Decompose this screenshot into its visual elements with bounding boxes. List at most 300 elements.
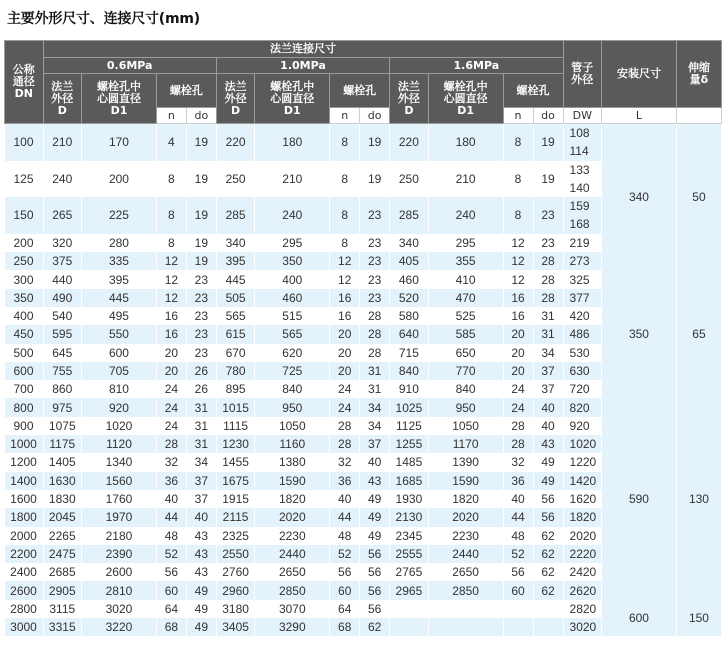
- cell-bolt-do: 23: [186, 307, 216, 325]
- header-do: do: [533, 108, 563, 124]
- cell-outer-d: 3405: [216, 618, 255, 636]
- header-n: n: [330, 108, 360, 124]
- cell-bolt-do: 37: [533, 362, 563, 380]
- cell-bolt-circle: 2390: [82, 545, 157, 563]
- cell-bolt-n: 8: [330, 124, 360, 161]
- cell-bolt-circle: 1050: [255, 417, 330, 435]
- cell-bolt-circle: 460: [255, 289, 330, 307]
- cell-outer-d: 285: [390, 197, 429, 234]
- cell-outer-d: 1915: [216, 490, 255, 508]
- cell-outer-d: 715: [390, 344, 429, 362]
- pipe-od-value: 3020: [569, 620, 597, 635]
- cell-bolt-n: 32: [330, 453, 360, 471]
- cell-bolt-circle: 1560: [82, 472, 157, 490]
- cell-dn: 2800: [5, 600, 44, 618]
- header-outer-d: 法兰外径D: [216, 74, 255, 124]
- cell-bolt-n: 16: [330, 289, 360, 307]
- cell-dn: 400: [5, 307, 44, 325]
- pipe-od-value: 2820: [569, 601, 597, 616]
- cell-dn: 200: [5, 234, 44, 252]
- pipe-od-value: 219: [569, 235, 590, 250]
- cell-bolt-n: 52: [330, 545, 360, 563]
- cell-pipe-od: [563, 344, 602, 362]
- cell-bolt-n: 48: [503, 527, 533, 545]
- pipe-od-value: 2220: [569, 546, 597, 561]
- cell-bolt-circle: 950: [255, 398, 330, 416]
- cell-bolt-n: 68: [156, 618, 186, 636]
- cell-bolt-circle: 3290: [255, 618, 330, 636]
- cell-bolt-circle: 3070: [255, 600, 330, 618]
- cell-dn: 700: [5, 380, 44, 398]
- cell-pipe-od: [563, 563, 602, 581]
- cell-outer-d: 1115: [216, 417, 255, 435]
- cell-bolt-n: 20: [330, 362, 360, 380]
- cell-bolt-do: 34: [360, 417, 390, 435]
- header-delta-empty: [676, 108, 721, 124]
- cell-pipe-od: [563, 289, 602, 307]
- cell-bolt-do: 62: [533, 581, 563, 599]
- cell-bolt-circle: 550: [82, 325, 157, 343]
- cell-outer-d: 240: [43, 161, 82, 198]
- cell-outer-d: 405: [390, 252, 429, 270]
- cell-dn: 2400: [5, 563, 44, 581]
- cell-bolt-do: 23: [533, 197, 563, 234]
- cell-bolt-do: 19: [186, 161, 216, 198]
- cell-outer-d: 2265: [43, 527, 82, 545]
- pipe-od-value: 530: [569, 345, 590, 360]
- cell-dn: 2200: [5, 545, 44, 563]
- cell-bolt-circle: 470: [428, 289, 503, 307]
- cell-outer-d: 975: [43, 398, 82, 416]
- cell-bolt-do: 23: [186, 270, 216, 288]
- cell-outer-d: 1685: [390, 472, 429, 490]
- header-bolt-hole: 螺栓孔: [330, 74, 390, 108]
- cell-outer-d: 755: [43, 362, 82, 380]
- cell-bolt-do: 19: [533, 124, 563, 161]
- cell-outer-d: 220: [390, 124, 429, 161]
- cell-bolt-do: 49: [533, 453, 563, 471]
- cell-bolt-circle: 1820: [428, 490, 503, 508]
- cell-bolt-n: 8: [503, 124, 533, 161]
- cell-outer-d: 1025: [390, 398, 429, 416]
- cell-bolt-circle: 240: [255, 197, 330, 234]
- cell-outer-d: 2760: [216, 563, 255, 581]
- cell-bolt-do: 23: [360, 197, 390, 234]
- cell-bolt-n: 68: [330, 618, 360, 636]
- cell-bolt-n: 24: [330, 380, 360, 398]
- cell-pipe-od: [563, 600, 602, 618]
- cell-bolt-circle: 620: [255, 344, 330, 362]
- cell-outer-d: 1930: [390, 490, 429, 508]
- cell-bolt-n: 8: [156, 161, 186, 198]
- cell-install-l: 590: [602, 398, 677, 599]
- cell-bolt-circle: 355: [428, 252, 503, 270]
- cell-bolt-do: 49: [360, 527, 390, 545]
- table-row: [5, 398, 722, 416]
- cell-bolt-n: 52: [503, 545, 533, 563]
- cell-pipe-od: [563, 453, 602, 471]
- header-install: 安装尺寸: [602, 41, 677, 108]
- cell-outer-d: 2965: [390, 581, 429, 599]
- cell-bolt-n: 16: [503, 307, 533, 325]
- cell-bolt-circle: 1160: [255, 435, 330, 453]
- cell-pipe-od: [563, 435, 602, 453]
- cell-bolt-n: 52: [156, 545, 186, 563]
- cell-bolt-circle: 2650: [428, 563, 503, 581]
- cell-bolt-n: 32: [503, 453, 533, 471]
- cell-outer-d: 1405: [43, 453, 82, 471]
- cell-bolt-do: 37: [533, 380, 563, 398]
- cell-bolt-circle: [428, 618, 503, 636]
- cell-bolt-do: 26: [186, 362, 216, 380]
- cell-dn: 125: [5, 161, 44, 198]
- cell-bolt-do: 49: [186, 618, 216, 636]
- cell-pipe-od: [563, 197, 602, 234]
- cell-install-l: 350: [602, 270, 677, 398]
- cell-outer-d: 1255: [390, 435, 429, 453]
- cell-bolt-n: 12: [156, 289, 186, 307]
- cell-bolt-do: 56: [360, 581, 390, 599]
- cell-outer-d: 340: [390, 234, 429, 252]
- cell-outer-d: 2550: [216, 545, 255, 563]
- cell-pipe-od: [563, 545, 602, 563]
- cell-outer-d: 250: [216, 161, 255, 198]
- cell-bolt-do: 31: [186, 417, 216, 435]
- cell-bolt-do: 56: [533, 490, 563, 508]
- cell-bolt-circle: 400: [255, 270, 330, 288]
- cell-outer-d: 320: [43, 234, 82, 252]
- cell-bolt-n: 12: [156, 270, 186, 288]
- cell-bolt-n: 12: [503, 234, 533, 252]
- cell-outer-d: 1675: [216, 472, 255, 490]
- cell-outer-d: 2115: [216, 508, 255, 526]
- header-bolt-hole: 螺栓孔: [503, 74, 563, 108]
- cell-bolt-do: 19: [360, 161, 390, 198]
- cell-dn: 2600: [5, 581, 44, 599]
- cell-outer-d: 1075: [43, 417, 82, 435]
- cell-bolt-n: 56: [503, 563, 533, 581]
- cell-bolt-circle: 3220: [82, 618, 157, 636]
- header-outer-d: 法兰外径D: [390, 74, 429, 124]
- header-pipe-od: 管子外径: [563, 41, 602, 108]
- cell-bolt-do: 40: [533, 398, 563, 416]
- cell-dn: 1000: [5, 435, 44, 453]
- cell-bolt-do: 49: [186, 600, 216, 618]
- cell-bolt-n: 20: [503, 344, 533, 362]
- cell-bolt-do: 34: [360, 398, 390, 416]
- cell-outer-d: 2765: [390, 563, 429, 581]
- cell-dn: 1800: [5, 508, 44, 526]
- cell-bolt-circle: 585: [428, 325, 503, 343]
- cell-bolt-circle: 1170: [428, 435, 503, 453]
- cell-bolt-n: 36: [503, 472, 533, 490]
- cell-bolt-circle: 1390: [428, 453, 503, 471]
- cell-bolt-circle: 600: [82, 344, 157, 362]
- cell-outer-d: 2475: [43, 545, 82, 563]
- cell-bolt-n: 8: [503, 161, 533, 198]
- cell-bolt-do: 34: [186, 453, 216, 471]
- cell-install-l: 600: [602, 600, 677, 637]
- cell-bolt-do: 23: [360, 252, 390, 270]
- cell-bolt-do: [533, 600, 563, 618]
- cell-bolt-n: [503, 618, 533, 636]
- cell-outer-d: 395: [216, 252, 255, 270]
- cell-outer-d: 285: [216, 197, 255, 234]
- cell-bolt-circle: 840: [428, 380, 503, 398]
- cell-bolt-circle: 445: [82, 289, 157, 307]
- cell-bolt-n: 36: [330, 472, 360, 490]
- cell-bolt-n: 24: [156, 398, 186, 416]
- cell-dn: 1600: [5, 490, 44, 508]
- cell-bolt-n: 12: [330, 252, 360, 270]
- cell-outer-d: 460: [390, 270, 429, 288]
- cell-bolt-circle: 2440: [255, 545, 330, 563]
- cell-outer-d: 340: [216, 234, 255, 252]
- cell-outer-d: 505: [216, 289, 255, 307]
- cell-outer-d: 2045: [43, 508, 82, 526]
- cell-bolt-n: 12: [156, 252, 186, 270]
- cell-bolt-do: 43: [186, 563, 216, 581]
- cell-outer-d: [390, 600, 429, 618]
- cell-bolt-circle: 295: [255, 234, 330, 252]
- cell-bolt-do: [533, 618, 563, 636]
- cell-outer-d: 840: [390, 362, 429, 380]
- cell-bolt-do: 37: [186, 472, 216, 490]
- cell-bolt-circle: 180: [255, 124, 330, 161]
- cell-bolt-do: 49: [360, 508, 390, 526]
- cell-bolt-n: 8: [330, 161, 360, 198]
- cell-bolt-do: 37: [186, 490, 216, 508]
- cell-bolt-circle: 1970: [82, 508, 157, 526]
- cell-outer-d: 3315: [43, 618, 82, 636]
- cell-bolt-n: 16: [503, 289, 533, 307]
- cell-bolt-circle: 650: [428, 344, 503, 362]
- cell-bolt-circle: 2440: [428, 545, 503, 563]
- cell-bolt-n: 48: [156, 527, 186, 545]
- cell-bolt-n: 8: [156, 234, 186, 252]
- cell-bolt-n: 20: [156, 344, 186, 362]
- cell-pipe-od: [563, 490, 602, 508]
- cell-bolt-do: 19: [186, 197, 216, 234]
- cell-bolt-circle: 2230: [255, 527, 330, 545]
- cell-bolt-do: 19: [533, 161, 563, 198]
- cell-pipe-od: [563, 270, 602, 288]
- cell-outer-d: 2685: [43, 563, 82, 581]
- cell-bolt-circle: 170: [82, 124, 157, 161]
- cell-pipe-od: [563, 124, 602, 161]
- cell-outer-d: 1175: [43, 435, 82, 453]
- cell-outer-d: 265: [43, 197, 82, 234]
- cell-bolt-n: 32: [156, 453, 186, 471]
- cell-outer-d: 1830: [43, 490, 82, 508]
- header-stretch: 伸缩量δ: [676, 41, 721, 108]
- cell-bolt-circle: 2180: [82, 527, 157, 545]
- cell-dn: 1400: [5, 472, 44, 490]
- cell-bolt-do: 37: [360, 435, 390, 453]
- table-row: [5, 600, 722, 618]
- cell-stretch: 150: [676, 600, 721, 637]
- cell-bolt-do: 49: [360, 490, 390, 508]
- cell-bolt-do: 31: [533, 325, 563, 343]
- pipe-od-value: 820: [569, 400, 590, 415]
- cell-outer-d: 250: [390, 161, 429, 198]
- cell-outer-d: 2555: [390, 545, 429, 563]
- cell-bolt-circle: 1050: [428, 417, 503, 435]
- cell-bolt-circle: 410: [428, 270, 503, 288]
- cell-bolt-circle: 565: [255, 325, 330, 343]
- cell-bolt-circle: 2850: [255, 581, 330, 599]
- cell-dn: 350: [5, 289, 44, 307]
- cell-bolt-n: 24: [156, 417, 186, 435]
- cell-bolt-do: 31: [533, 307, 563, 325]
- cell-bolt-do: 43: [360, 472, 390, 490]
- cell-pipe-od: [563, 398, 602, 416]
- pipe-od-value: 920: [569, 418, 590, 433]
- cell-bolt-n: 16: [156, 307, 186, 325]
- pipe-od-value: 1820: [569, 510, 597, 525]
- cell-pipe-od: [563, 161, 602, 198]
- cell-bolt-circle: 2020: [255, 508, 330, 526]
- pipe-od-value: 108: [569, 126, 590, 141]
- cell-outer-d: 640: [390, 325, 429, 343]
- cell-dn: 450: [5, 325, 44, 343]
- cell-stretch: 130: [676, 398, 721, 599]
- cell-bolt-do: 28: [533, 270, 563, 288]
- cell-bolt-n: 44: [503, 508, 533, 526]
- cell-outer-d: 1015: [216, 398, 255, 416]
- cell-bolt-n: 60: [156, 581, 186, 599]
- cell-bolt-do: 49: [533, 472, 563, 490]
- header-pressure-16: 1.6MPa: [390, 58, 563, 74]
- cell-bolt-circle: 1590: [428, 472, 503, 490]
- cell-bolt-n: 20: [503, 325, 533, 343]
- cell-bolt-do: 23: [360, 289, 390, 307]
- cell-bolt-circle: 1020: [82, 417, 157, 435]
- cell-dn: 500: [5, 344, 44, 362]
- cell-bolt-n: 12: [503, 252, 533, 270]
- cell-outer-d: [390, 618, 429, 636]
- pipe-od-value: 114: [569, 144, 589, 159]
- cell-outer-d: 2325: [216, 527, 255, 545]
- cell-bolt-circle: 770: [428, 362, 503, 380]
- cell-bolt-do: 19: [186, 124, 216, 161]
- header-n: n: [156, 108, 186, 124]
- cell-bolt-do: 31: [186, 435, 216, 453]
- cell-bolt-n: 16: [330, 307, 360, 325]
- pipe-od-value: 168: [569, 217, 590, 232]
- cell-bolt-do: 31: [360, 380, 390, 398]
- cell-bolt-do: 23: [360, 234, 390, 252]
- cell-outer-d: 1455: [216, 453, 255, 471]
- cell-install-l: 340: [602, 124, 677, 271]
- cell-dn: 600: [5, 362, 44, 380]
- cell-pipe-od: [563, 307, 602, 325]
- cell-dn: 1200: [5, 453, 44, 471]
- cell-bolt-n: 28: [503, 417, 533, 435]
- cell-bolt-do: 23: [186, 289, 216, 307]
- cell-bolt-n: 40: [330, 490, 360, 508]
- cell-bolt-n: 28: [330, 435, 360, 453]
- cell-bolt-n: 24: [156, 380, 186, 398]
- cell-bolt-circle: 2650: [255, 563, 330, 581]
- cell-bolt-n: 20: [330, 344, 360, 362]
- cell-pipe-od: [563, 325, 602, 343]
- cell-bolt-do: 19: [186, 234, 216, 252]
- cell-bolt-circle: 200: [82, 161, 157, 198]
- cell-bolt-circle: 705: [82, 362, 157, 380]
- cell-stretch: 50: [676, 124, 721, 271]
- cell-bolt-circle: 2600: [82, 563, 157, 581]
- header-bolt-circle: 螺栓孔中心圆直径D1: [428, 74, 503, 124]
- cell-bolt-n: 40: [503, 490, 533, 508]
- cell-bolt-n: 60: [330, 581, 360, 599]
- cell-dn: 150: [5, 197, 44, 234]
- cell-outer-d: 645: [43, 344, 82, 362]
- pipe-od-value: 2020: [569, 528, 597, 543]
- cell-outer-d: 2960: [216, 581, 255, 599]
- cell-outer-d: 565: [216, 307, 255, 325]
- pipe-od-value: 159: [569, 199, 590, 214]
- pipe-od-value: 273: [569, 254, 590, 269]
- cell-pipe-od: [563, 417, 602, 435]
- cell-pipe-od: [563, 472, 602, 490]
- cell-bolt-do: 43: [186, 545, 216, 563]
- cell-bolt-do: 28: [360, 344, 390, 362]
- cell-bolt-n: 56: [330, 563, 360, 581]
- cell-bolt-n: 4: [156, 124, 186, 161]
- cell-bolt-do: 23: [360, 270, 390, 288]
- cell-bolt-n: 64: [156, 600, 186, 618]
- cell-bolt-circle: 525: [428, 307, 503, 325]
- cell-bolt-do: 40: [533, 417, 563, 435]
- cell-bolt-circle: 515: [255, 307, 330, 325]
- header-pressure-10: 1.0MPa: [216, 58, 389, 74]
- cell-outer-d: 440: [43, 270, 82, 288]
- cell-bolt-n: 40: [156, 490, 186, 508]
- cell-bolt-circle: 225: [82, 197, 157, 234]
- pipe-od-value: 2620: [569, 583, 597, 598]
- cell-bolt-circle: 210: [255, 161, 330, 198]
- cell-bolt-circle: 280: [82, 234, 157, 252]
- cell-bolt-n: 44: [330, 508, 360, 526]
- page-title: 主要外形尺寸、连接尺寸(mm): [7, 11, 200, 27]
- pipe-od-value: 1220: [569, 455, 597, 470]
- header-bolt-circle: 螺栓孔中心圆直径D1: [255, 74, 330, 124]
- cell-outer-d: 580: [390, 307, 429, 325]
- cell-bolt-circle: 1380: [255, 453, 330, 471]
- cell-dn: 100: [5, 124, 44, 161]
- cell-outer-d: 1485: [390, 453, 429, 471]
- header-outer-d: 法兰外径D: [43, 74, 82, 124]
- pipe-od-value: 140: [569, 180, 590, 195]
- cell-bolt-do: 23: [186, 344, 216, 362]
- cell-bolt-circle: 1590: [255, 472, 330, 490]
- pipe-od-value: 720: [569, 382, 590, 397]
- cell-bolt-do: 40: [186, 508, 216, 526]
- cell-outer-d: 445: [216, 270, 255, 288]
- pipe-od-value: 2420: [569, 565, 597, 580]
- cell-bolt-do: 19: [186, 252, 216, 270]
- cell-pipe-od: [563, 252, 602, 270]
- cell-bolt-n: 20: [330, 325, 360, 343]
- cell-dn: 800: [5, 398, 44, 416]
- cell-bolt-do: 23: [186, 325, 216, 343]
- cell-outer-d: 895: [216, 380, 255, 398]
- cell-bolt-circle: 395: [82, 270, 157, 288]
- cell-bolt-n: [503, 600, 533, 618]
- header-do: do: [360, 108, 390, 124]
- cell-bolt-do: 31: [186, 398, 216, 416]
